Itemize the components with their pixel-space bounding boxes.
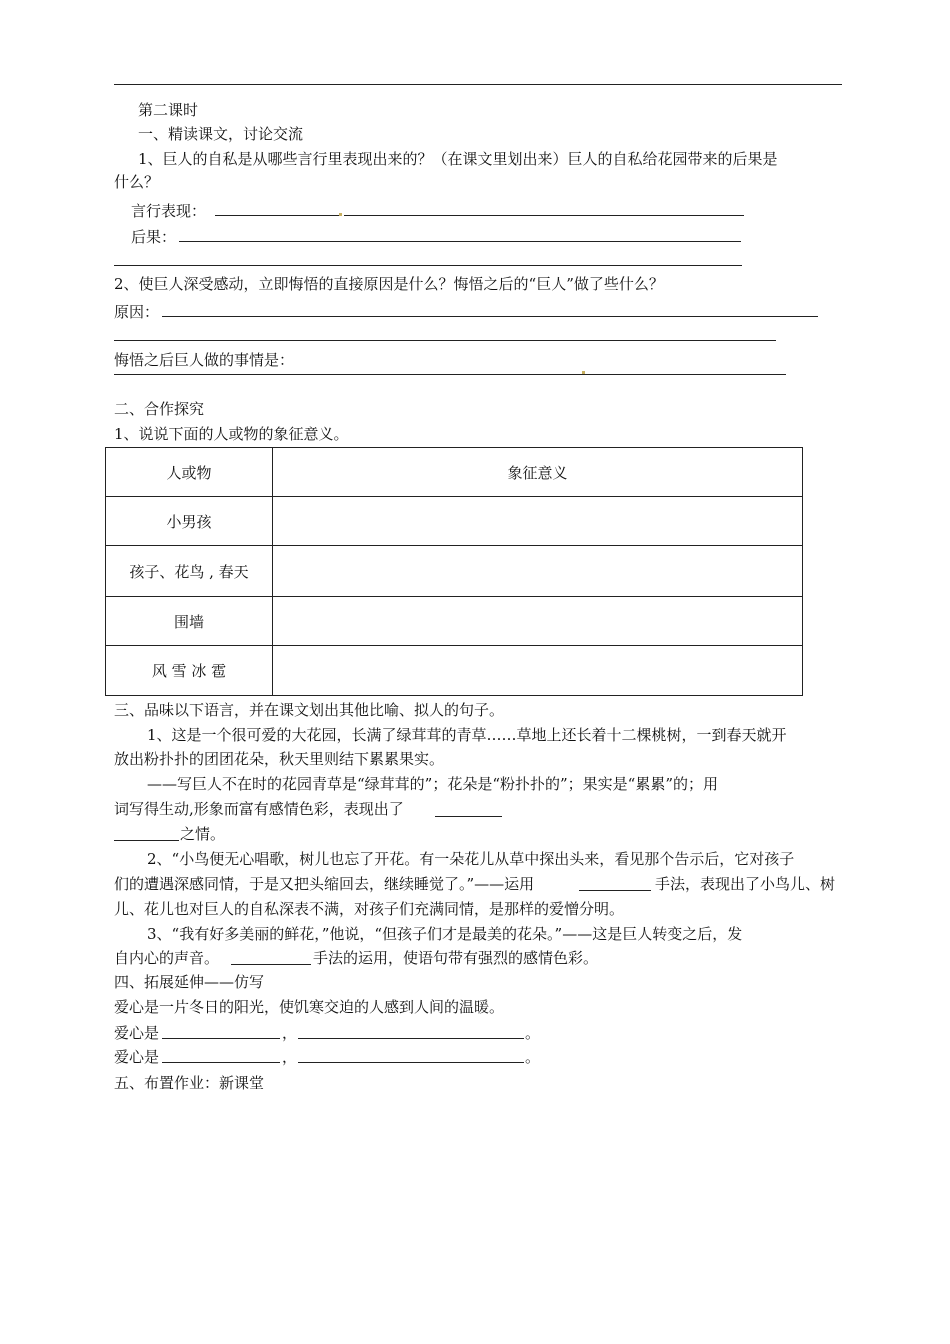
section2-heading: 二、合作探究	[114, 400, 205, 418]
p2-line2b: 手法，表现出了小鸟儿、树	[655, 875, 836, 893]
table-row	[106, 497, 803, 546]
imitation-comma: ，	[282, 1048, 298, 1066]
table-row	[106, 597, 803, 646]
p3-blank[interactable]	[231, 964, 311, 965]
p3-line2a: 自内心的声音。	[114, 949, 220, 967]
p1-line1: 1、这是一个很可爱的大花园，长满了绿茸茸的青草……草地上还长着十二棵桃树，一到春天就开	[147, 726, 787, 744]
imitation2-blank-a[interactable]	[162, 1062, 280, 1063]
imitation-prefix: 爱心是	[114, 1024, 160, 1042]
table-cell-meaning[interactable]	[273, 597, 803, 646]
reason-blank-2[interactable]	[114, 340, 776, 341]
lesson-title: 第二课时	[138, 101, 199, 119]
result-blank-2[interactable]	[114, 265, 742, 266]
p2-line2a: 们的遭遇深感同情，于是又把头缩回去，继续睡觉了。”——运用	[114, 875, 535, 893]
section4-heading: 四、拓展延伸——仿写	[114, 973, 265, 991]
example-sentence: 爱心是一片冬日的阳光，使饥寒交迫的人感到人间的温暖。	[114, 998, 505, 1016]
p3-line2b: 手法的运用，使语句带有强烈的感情色彩。	[313, 949, 599, 967]
stray-dot	[582, 371, 585, 374]
reason-label: 原因：	[114, 303, 160, 321]
q2-text: 2、使巨人深受感动，立即悔悟的直接原因是什么？悔悟之后的“巨人”做了些什么？	[114, 275, 664, 293]
table-row	[106, 646, 803, 696]
behavior-blank-2[interactable]	[344, 215, 744, 216]
section1-heading: 一、精读课文，讨论交流	[138, 125, 304, 143]
section2-q1: 1、说说下面的人或物的象征意义。	[114, 425, 349, 443]
imitation1-blank-a[interactable]	[162, 1038, 280, 1039]
table-cell-meaning[interactable]	[273, 497, 803, 546]
behavior-blank-1[interactable]	[215, 215, 339, 216]
section3-heading: 三、品味以下语言，并在课文划出其他比喻、拟人的句子。	[114, 701, 505, 719]
symbol-table	[105, 447, 803, 696]
table-cell-item: 孩子、花鸟 , 春天	[106, 546, 273, 597]
p2-line1: 2、“小鸟便无心唱歌，树儿也忘了开花。有一朵花儿从草中探出头来，看见那个告示后，它对孩子	[147, 850, 795, 868]
table-cell-item: 小男孩	[106, 497, 273, 546]
table-cell-meaning[interactable]	[273, 546, 803, 597]
table-row	[106, 546, 803, 597]
q1-text-line2: 什么？	[114, 173, 160, 191]
table-header-meaning: 象征意义	[273, 448, 803, 497]
result-blank-1[interactable]	[179, 241, 741, 242]
imitation-period: 。	[525, 1048, 541, 1066]
imitation-prefix: 爱心是	[114, 1048, 160, 1066]
p2-blank[interactable]	[579, 890, 651, 891]
p1-blank-a[interactable]	[435, 816, 502, 817]
p1-blank-b[interactable]	[114, 840, 179, 841]
after-blank[interactable]	[114, 374, 786, 375]
p1-line4: 词写得生动,形象而富有感情色彩，表现出了	[114, 800, 404, 818]
after-label: 悔悟之后巨人做的事情是：	[114, 351, 295, 369]
header-rule	[114, 84, 842, 85]
p1-line5-suffix: 之情。	[180, 825, 226, 843]
imitation1-blank-b[interactable]	[298, 1038, 524, 1039]
table-cell-meaning[interactable]	[273, 646, 803, 696]
reason-blank-1[interactable]	[162, 316, 818, 317]
imitation-period: 。	[525, 1024, 541, 1042]
p1-line3: ——写巨人不在时的花园青草是“绿茸茸的”；花朵是“粉扑扑的”；果实是“累累”的；用	[147, 775, 719, 793]
section5-heading: 五、布置作业：新课堂	[114, 1074, 265, 1092]
p2-line3: 儿、花儿也对巨人的自私深表不满，对孩子们充满同情，是那样的爱憎分明。	[114, 900, 625, 918]
q1-text-line1: 1、巨人的自私是从哪些言行里表现出来的？（在课文里划出来）巨人的自私给花园带来的后果是	[138, 150, 778, 168]
result-label: 后果：	[131, 228, 177, 246]
stray-dot	[339, 213, 342, 216]
imitation-comma: ，	[282, 1024, 298, 1042]
p1-line2: 放出粉扑扑的团团花朵，秋天里则结下累累果实。	[114, 750, 445, 768]
imitation2-blank-b[interactable]	[298, 1062, 524, 1063]
table-cell-item: 围墙	[106, 597, 273, 646]
table-cell-item: 风 雪 冰 雹	[106, 646, 273, 696]
p3-line1: 3、“我有好多美丽的鲜花，”他说，“但孩子们才是最美的花朵。”——这是巨人转变之后，发	[147, 925, 743, 943]
table-header-item: 人或物	[106, 448, 273, 497]
behavior-label: 言行表现：	[131, 202, 207, 220]
